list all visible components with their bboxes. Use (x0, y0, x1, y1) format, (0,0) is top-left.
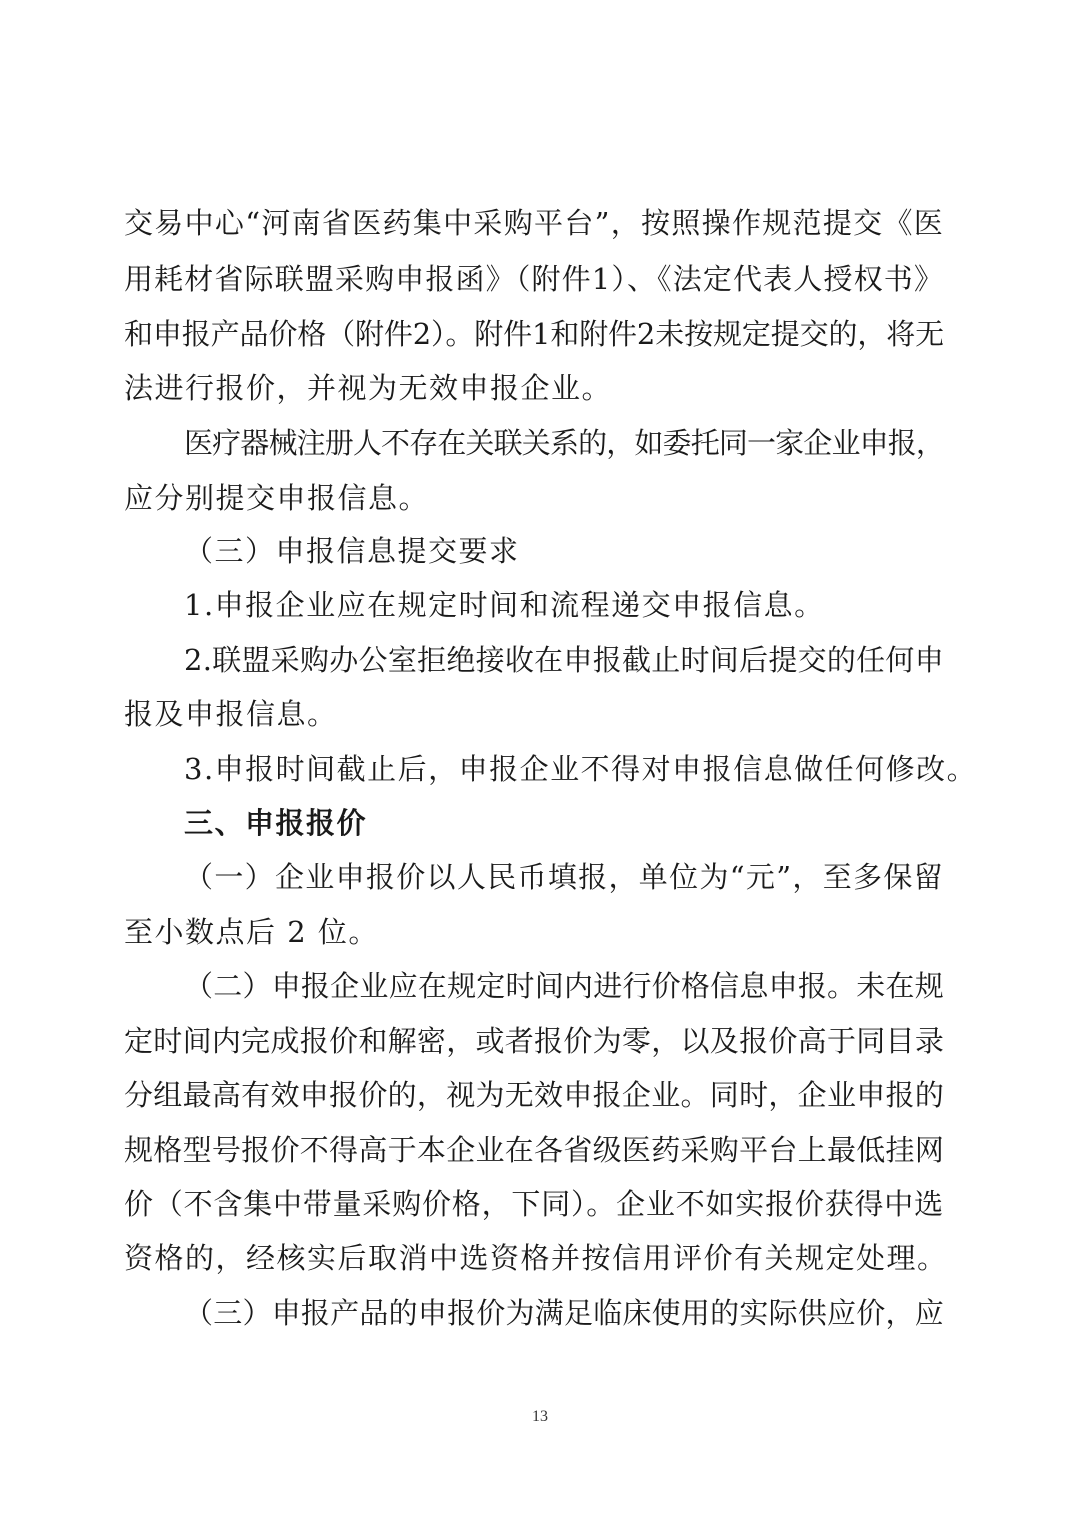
paragraph-line: 报及申报信息。 (124, 697, 338, 731)
paragraph-line: 规格型号报价不得高于本企业在各省级医药采购平台上最低挂网 (124, 1133, 945, 1167)
paragraph-line: 法进行报价，并视为无效申报企业。 (124, 371, 613, 405)
paragraph-line: 用耗材省际联盟采购申报函》（附件1）、《法定代表人授权书》 (124, 262, 945, 296)
paragraph-line: 应分别提交申报信息。 (124, 481, 430, 515)
paragraph-line: 和申报产品价格（附件2）。附件1和附件2未按规定提交的，将无 (124, 317, 944, 351)
list-item: 2.联盟采购办公室拒绝接收在申报截止时间后提交的任何申 (184, 643, 944, 677)
paragraph-line: 分组最高有效申报价的，视为无效申报企业。同时，企业申报的 (124, 1078, 945, 1112)
paragraph-line: （一）企业申报价以人民币填报，单位为“元”，至多保留 (184, 860, 944, 894)
paragraph-line: 交易中心“河南省医药集中采购平台”，按照操作规范提交《医 (124, 206, 945, 240)
paragraph-line: 至小数点后 2 位。 (124, 915, 379, 949)
paragraph-line: （三）申报产品的申报价为满足临床使用的实际供应价，应 (184, 1296, 944, 1330)
list-item: 3.申报时间截止后，申报企业不得对申报信息做任何修改。 (184, 752, 978, 786)
page-number: 13 (532, 1408, 548, 1425)
paragraph-line: 定时间内完成报价和解密，或者报价为零，以及报价高于同目录 (124, 1024, 945, 1058)
subheading: （三）申报信息提交要求 (184, 534, 520, 568)
paragraph-line: 医疗器械注册人不存在关联关系的，如委托同一家企业申报， (184, 426, 945, 460)
paragraph-line: 资格的，经核实后取消中选资格并按信用评价有关规定处理。 (124, 1241, 948, 1275)
paragraph-line: （二）申报企业应在规定时间内进行价格信息申报。未在规 (184, 969, 944, 1003)
list-item: 1.申报企业应在规定时间和流程递交申报信息。 (184, 588, 825, 622)
section-heading: 三、申报报价 (184, 806, 368, 840)
paragraph-line: 价（不含集中带量采购价格，下同）。企业不如实报价获得中选 (124, 1187, 944, 1221)
